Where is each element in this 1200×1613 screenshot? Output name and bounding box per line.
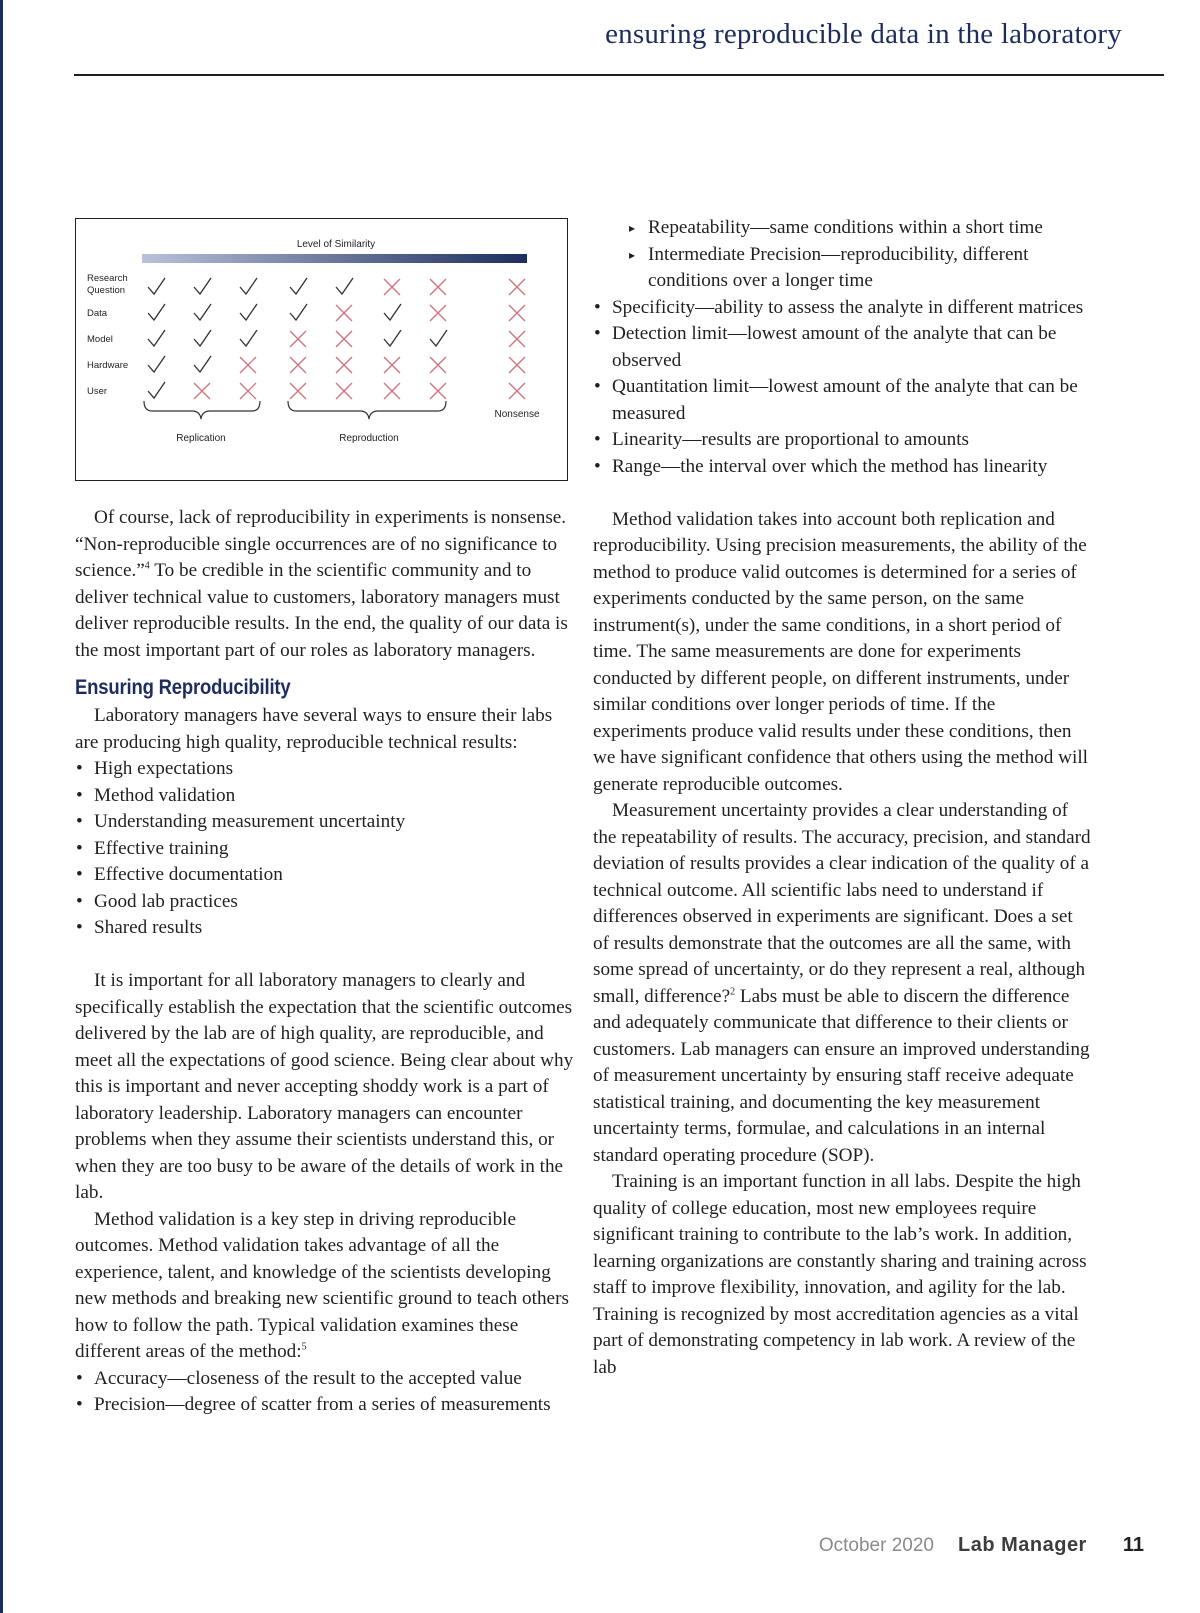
intro-text-end: To be credible in the scientific community and to deliver technical value to customers, laboratory managers must deliver reproducible results. In the end, the quality of our data is the most important part of our roles as laboratory managers. (75, 560, 568, 661)
row-label-line: Data (87, 308, 108, 319)
sub-list-item: ▸ Intermediate Precision—reproducibility, different conditions over a longer time (593, 242, 1093, 295)
check-mark (290, 304, 307, 320)
page-edge-rule (0, 0, 3, 1613)
footnote-ref: 2 (730, 986, 736, 998)
footnote-ref: 4 (144, 560, 150, 572)
list-item: • Accuracy—closeness of the result to the accepted value (75, 1366, 575, 1393)
check-mark (194, 278, 211, 294)
cross-mark (290, 357, 306, 373)
cross-mark (240, 357, 256, 373)
check-mark (384, 330, 401, 346)
cross-mark (336, 357, 352, 373)
reproduction-label: Reproduction (339, 433, 399, 444)
list-item: • Good lab practices (75, 889, 575, 916)
check-mark (240, 304, 257, 320)
list-item: • Effective training (75, 836, 575, 863)
section-heading: Ensuring Reproducibility (75, 676, 291, 699)
cross-mark (290, 383, 306, 399)
magazine-name: Lab Manager (957, 1534, 1087, 1556)
row-label (87, 360, 128, 371)
list-item: • Quantitation limit—lowest amount of the analyte that can be measured (593, 374, 1093, 427)
cross-mark (240, 383, 256, 399)
check-mark (240, 278, 257, 294)
check-mark (194, 330, 211, 346)
check-mark (148, 356, 165, 372)
cross-mark (336, 305, 352, 321)
issue-date: October 2020 (818, 1535, 934, 1556)
uncertainty-text: Measurement uncertainty provides a clear understanding of the repeatability of results. The accuracy, precision, and standard deviation of results provides a clear indication of the quality of a technical outcome. All scientific labs need to understand if differences observed in experiments are significant. Does a set of results demonstrate that the outcomes are all the same, with some spread of uncertainty, or do they represent a real, although small, difference? (593, 800, 1091, 1007)
method-validation-paragraph (75, 1207, 575, 1366)
running-title: ensuring reproducible data in the laboratory (605, 18, 1122, 50)
training-paragraph: Training is an important function in all labs. Despite the high quality of college education, most new employees require significant training to contribute to the lab’s work. In addition, learning organizations are constantly sharing and training across staff to improve flexibility, innovation, and agility for the lab. Training is recognized by most accreditation agencies as a vital part of demonstrating competency in lab work. A review of the lab (593, 1171, 1087, 1378)
cross-mark (509, 305, 525, 321)
level-of-similarity-label: Level of Similarity (296, 239, 376, 250)
check-mark (240, 330, 257, 346)
check-mark (148, 330, 165, 346)
nonsense-label: Nonsense (494, 409, 540, 420)
row-label-line: Question (87, 285, 126, 296)
row-label (87, 386, 107, 397)
list-item: • Linearity—results are proportional to amounts (593, 427, 1093, 454)
row-label (87, 334, 113, 345)
page-footer (819, 1534, 1144, 1557)
right-column (593, 215, 1093, 1381)
replication-brace (144, 401, 260, 419)
check-mark (194, 356, 211, 372)
list-item: • Shared results (75, 915, 575, 942)
list-item: • Detection limit—lowest amount of the analyte that can be observed (593, 321, 1093, 374)
check-mark (336, 278, 353, 294)
header-rule (74, 74, 1164, 76)
validation-list (75, 1366, 575, 1419)
row-label-line: Research (87, 273, 128, 284)
expectations-paragraph: It is important for all laboratory managers to clearly and specifically establish the expectation that the scientific outcomes delivered by the lab are of high quality, are reproducible, and meet all the expectations of good science. Being clear about why this is important and never accepting shoddy work is a part of laboratory leadership. Laboratory managers can encounter problems when they assume their scientists understand this, or when they are too busy to be aware of the details of work in the lab. (75, 970, 574, 1203)
similarity-figure (75, 218, 568, 481)
check-mark (148, 382, 165, 398)
similarity-figure-svg (76, 219, 567, 480)
cross-mark (430, 383, 446, 399)
row-label-line: Model (87, 334, 113, 345)
list-item: • High expectations (75, 756, 575, 783)
page-number: 11 (1122, 1534, 1144, 1556)
check-mark (148, 278, 165, 294)
row-label (87, 308, 108, 319)
uncertainty-text-end: Labs must be able to discern the difference and adequately communicate that difference to their clients or customers. Lab managers can ensure an improved understanding of measurement uncertainty by ensuring staff receive adequate statistical training, and documenting the key measurement uncertainty terms, formulae, and calculations in an internal standard operating procedure (SOP). (593, 985, 1090, 1166)
precision-sub-list (593, 215, 1093, 295)
cross-mark (384, 279, 400, 295)
mark-grid (148, 278, 525, 399)
cross-mark (384, 383, 400, 399)
uncertainty-paragraph (593, 798, 1093, 1169)
list-item: • Understanding measurement uncertainty (75, 809, 575, 836)
validation-list-continued (593, 295, 1093, 481)
cross-mark (430, 357, 446, 373)
footnote-ref: 5 (301, 1341, 307, 1353)
row-labels (87, 273, 128, 397)
row-label-line: Hardware (87, 360, 129, 371)
intro-paragraph (75, 505, 575, 664)
reproduction-brace (288, 401, 446, 419)
ways-paragraph: Laboratory managers have several ways to ensure their labs are producing high quality, reproducible technical results: (75, 705, 553, 753)
cross-mark (336, 383, 352, 399)
cross-mark (509, 279, 525, 295)
cross-mark (509, 383, 525, 399)
similarity-gradient-bar (142, 254, 527, 263)
replication-paragraph: Method validation takes into account both replication and reproducibility. Using precision measurements, the ability of the method to produce valid outcomes is determined for a series of experiments conducted by the same person, on the same instrument(s), under the same conditions, in a short period of time. The same measurements are done for experiments conducted by different people, on different instruments, under similar conditions over longer periods of time. If the experiments produce valid results under these conditions, then we have significant confidence that others using the method will generate reproducible outcomes. (593, 508, 1089, 795)
cross-mark (509, 357, 525, 373)
ways-list (75, 756, 575, 942)
check-mark (148, 304, 165, 320)
list-item: • Effective documentation (75, 862, 575, 889)
check-mark (430, 330, 447, 346)
cross-mark (194, 383, 210, 399)
cross-mark (336, 331, 352, 347)
cross-mark (384, 357, 400, 373)
method-validation-text: Method validation is a key step in driving reproducible outcomes. Method validation takes advantage of all the experience, talent, and knowledge of the scientists developing new methods and breaking new scientific ground to teach others how to follow the path. Typical validation examines these different areas of the method: (75, 1208, 569, 1362)
check-mark (384, 304, 401, 320)
row-label-line: User (87, 386, 108, 397)
check-mark (290, 278, 307, 294)
cross-mark (290, 331, 306, 347)
intro-text: Of course, lack of reproducibility in experiments is nonsense. “Non-reproducible single occurrences are of no significance to science.” (75, 507, 567, 581)
list-item: • Specificity—ability to assess the analyte in different matrices (593, 295, 1093, 322)
sub-list-item: ▸ Repeatability—same conditions within a short time (593, 215, 1093, 242)
cross-mark (430, 305, 446, 321)
list-item: • Method validation (75, 783, 575, 810)
list-item: • Precision—degree of scatter from a series of measurements (75, 1392, 575, 1419)
left-column (75, 505, 575, 1419)
list-item: • Range—the interval over which the method has linearity (593, 454, 1093, 481)
row-label (87, 273, 128, 296)
replication-label: Replication (176, 433, 226, 444)
cross-mark (509, 331, 525, 347)
cross-mark (430, 279, 446, 295)
check-mark (194, 304, 211, 320)
